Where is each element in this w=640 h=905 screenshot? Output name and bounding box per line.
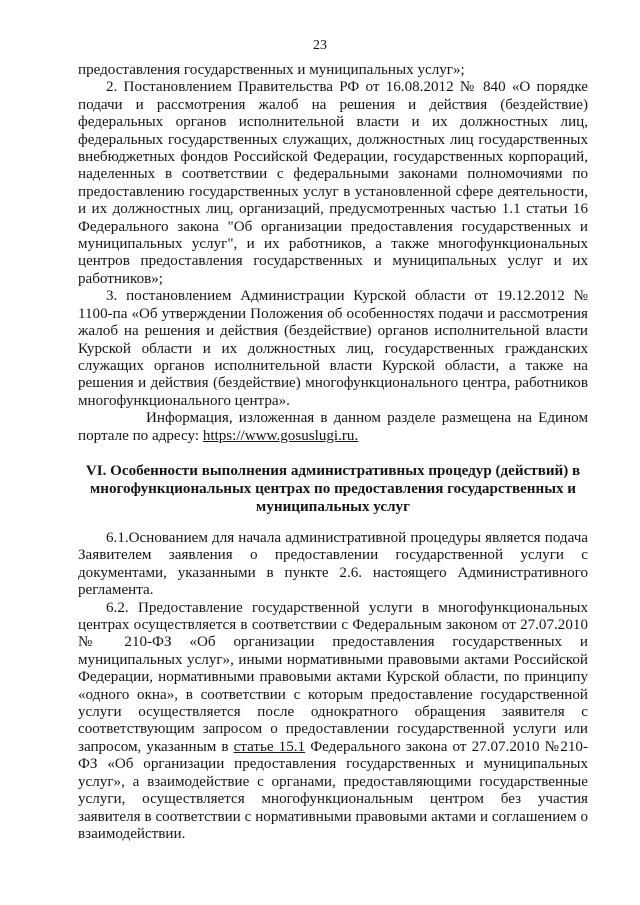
paragraph-item-2: 2. Постановлением Правительства РФ от 16.08.2012 № 840 «О порядке подачи и рассмотрения жалоб на решения и действия (бездействие) федеральных органов исполнительной власти и их должностных лиц, федеральных государственных служащих, должностных лиц государственных внебюджетных фондов Российской Федерации, государственных корпораций, наделенных в соответствии с федеральными законами полномочиями по предоставлению государственных услуг в установленной сфере деятельности, и их должностных лиц, организаций, предусмотренных частью 1.1 статьи 16 Федерального закона "Об организации предоставления государственных и муниципальных услуг", и их работников, а также многофункциональных центров предоставления государственных и муниципальных услуг и их работников»; bbox=[78, 79, 588, 287]
paragraph-item-3: 3. постановлением Администрации Курской области от 19.12.2012 № 1100-па «Об утверждении Положения об особенностях подачи и рассмотрения жалоб на решения и действия (бездействие) органов исполнительной власти Курской области и их должностных лиц, государственных гражданских служащих органов исполнительной власти Курской области, а также на решения и действия (бездействие) многофункционального центра, работников многофункционального центра». bbox=[78, 288, 588, 409]
paragraph-6-2-part2: Федерального закона от 27.07.2010 №210-ФЗ «Об организации предоставления государственных и муниципальных услуг», а взаимодействие с органами, предоставляющими государственные услуги, осуществляется многофункциональным центром без участия заявителя в соответствии с нормативными правовыми актами и соглашением о взаимодействии. bbox=[78, 738, 589, 842]
info-text: Информация, изложенная в данном разделе размещена на Едином портале по адресу: bbox=[78, 410, 588, 444]
paragraph-continuation: предоставления государственных и муниципальных услуг»; bbox=[78, 62, 465, 78]
paragraph-6-2 bbox=[78, 600, 588, 844]
mfc-section bbox=[78, 530, 588, 843]
paragraph-6-1: 6.1.Основанием для начала административной процедуры является подача Заявителем заявления о предоставлении государственной услуги с документами, указанными в пункте 2.6. настоящего Административного регламента. bbox=[78, 530, 588, 599]
section-heading: VI. Особенности выполнения административных процедур (действий) в многофункциональных центрах по предоставления государственных и муниципальных услуг bbox=[85, 463, 581, 515]
page-number: 23 bbox=[313, 38, 327, 53]
paragraph-info bbox=[78, 410, 588, 445]
gosuslugi-link[interactable]: https://www.gosuslugi.ru. bbox=[202, 427, 359, 444]
paragraph-6-2-part1: 6.2. Предоставление государственной услуги в многофункциональных центрах осуществляется в соответствии с Федеральным законом от 27.07.2010 № 210-ФЗ «Об организации предоставления государственных и муниципальных услуг», иными нормативными правовыми актами Российской Федерации, нормативными правовыми актами Курской области, по принципу «одного окна», в соответствии с которым предоставление государственной услуги осуществляется после однократного обращения заявителя с соответствующим запросом о предоставлении государственной услуги или запросом, указанным в bbox=[78, 599, 588, 755]
legal-basis-section bbox=[78, 62, 588, 445]
article-15-1-link[interactable]: статье 15.1 bbox=[233, 738, 306, 755]
